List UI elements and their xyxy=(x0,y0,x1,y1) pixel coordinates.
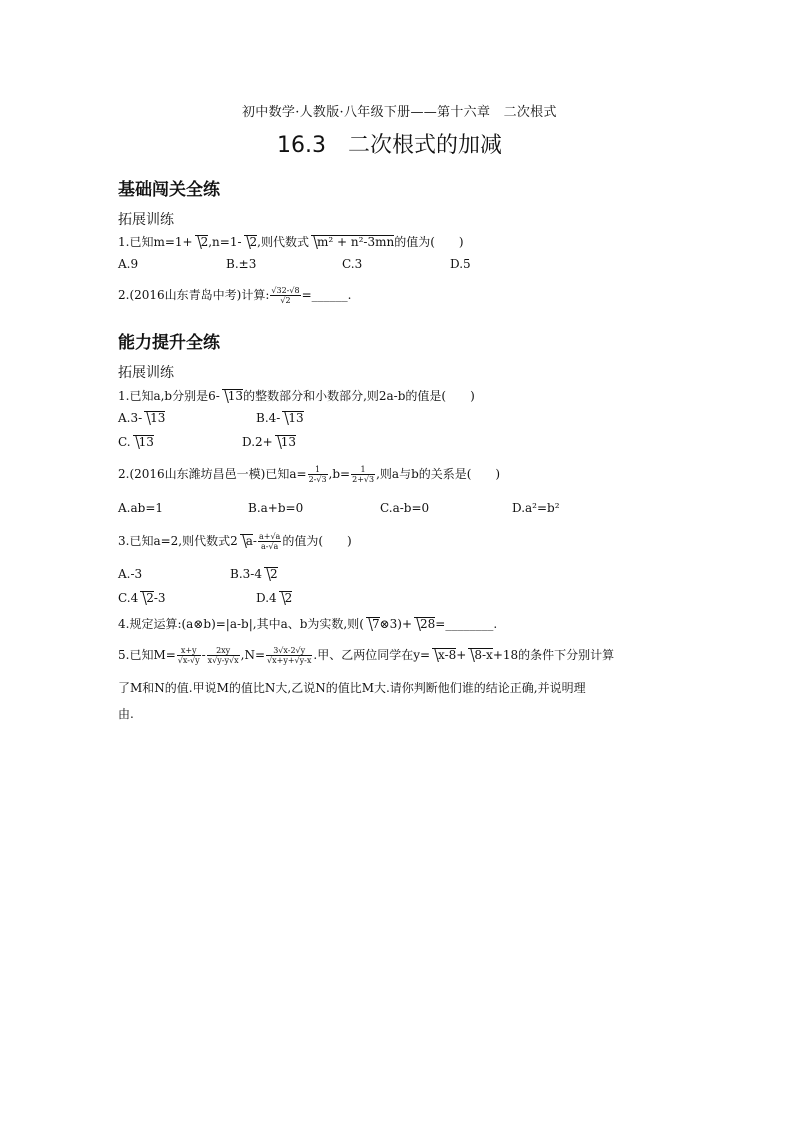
sqrt-expression: 7 xyxy=(366,617,380,631)
question-2-1: 1.已知a,b分别是6- 13的整数部分和小数部分,则2a-b的值是( ) xyxy=(118,389,475,403)
option-d: D.a²=b² xyxy=(512,501,560,515)
sqrt-expression: 13 xyxy=(275,435,296,449)
fraction: $\frac{3√x-2√y}{√x+y+√y-x}$ xyxy=(267,646,312,665)
sqrt-expression: 2 xyxy=(195,235,209,249)
section-title: 二次根式的加减 xyxy=(347,133,502,158)
option-a: A.ab=1 xyxy=(118,501,164,515)
sqrt-expression: 13 xyxy=(133,435,154,449)
fraction: $\frac{x+y}{√x-√y}$ xyxy=(177,646,200,665)
question-1-1: 1.已知m=1+ 2,n=1- 2,则代数式 m² + n²-3mn的值为( ) xyxy=(118,235,464,249)
option-c: C.a-b=0 xyxy=(380,501,430,515)
sqrt-expression: 2 xyxy=(264,567,278,581)
section-heading-advanced: 能力提升全练 xyxy=(118,333,220,353)
section-number: 16.3 xyxy=(277,133,326,158)
sqrt-expression: x-8 xyxy=(432,648,456,662)
option-c: C.3 xyxy=(342,257,363,271)
question-1-2: 2.(2016山东青岛中考)计算: $\frac{√32-√8}{√2}$ =______. xyxy=(118,286,352,305)
sqrt-expression: m² + n²-3mn xyxy=(311,235,394,249)
sqrt-expression: 2 xyxy=(140,591,154,605)
option-b: B.±3 xyxy=(226,257,257,271)
question-2-3: 3.已知a=2,则代数式2 a- $\frac{a+√a}{a-√a}$ 的值为( ) xyxy=(118,532,352,551)
question-2-5-line3: 由. xyxy=(118,707,134,721)
question-2-4: 4.规定运算:(a⊗b)=|a-b|,其中a、b为实数,则( 7⊗3)+ 28=________. xyxy=(118,617,498,631)
fraction: $\frac{1}{2-√3}$ xyxy=(308,465,327,484)
option-c: C. 13 xyxy=(118,435,154,449)
option-d: D.5 xyxy=(450,257,471,271)
subheading-extension: 拓展训练 xyxy=(118,365,174,381)
fraction: $\frac{√32-√8}{√2}$ xyxy=(271,286,300,305)
sqrt-expression: 13 xyxy=(282,411,303,425)
sqrt-expression: 2 xyxy=(244,235,258,249)
option-b: B.a+b=0 xyxy=(248,501,304,515)
question-2-5-line2: 了M和N的值.甲说M的值比N大,乙说N的值比M大.请你判断他们谁的结论正确,并说明理 xyxy=(118,681,586,695)
fraction: $\frac{2xy}{x√y-y√x}$ xyxy=(207,646,239,665)
sqrt-expression: 2 xyxy=(279,591,293,605)
sqrt-expression: 13 xyxy=(144,411,165,425)
sqrt-expression: 28 xyxy=(414,617,435,631)
question-2-5: 5.已知M= $\frac{x+y}{√x-√y}$ - $\frac{2xy}{x√y-y√x}$ ,N= $\frac{3√x-2√y}{√x+y+√y-x}$ .甲、乙两位同学在y= x-8+ 8-x+18的条件下分别计算 xyxy=(118,646,615,665)
option-c: C.4 2-3 xyxy=(118,591,166,605)
option-a: A.3- 13 xyxy=(118,411,166,425)
section-heading-basic: 基础闯关全练 xyxy=(118,180,220,200)
sqrt-expression: a xyxy=(240,534,253,548)
sqrt-expression: 13 xyxy=(222,389,243,403)
option-b: B.3-4 2 xyxy=(230,567,278,581)
page-title xyxy=(277,128,502,159)
option-b: B.4- 13 xyxy=(256,411,304,425)
question-2-2: 2.(2016山东潍坊昌邑一模)已知a= $\frac{1}{2-√3}$ ,b= $\frac{1}{2+√3}$ ,则a与b的关系是( ) xyxy=(118,465,501,484)
sqrt-expression: 8-x xyxy=(468,648,492,662)
fraction: $\frac{a+√a}{a-√a}$ xyxy=(258,532,281,551)
option-d: D.2+ 13 xyxy=(242,435,296,449)
option-a: A.-3 xyxy=(118,567,143,581)
fraction: $\frac{1}{2+√3}$ xyxy=(352,465,375,484)
subheading-extension: 拓展训练 xyxy=(118,212,174,228)
option-d: D.4 2 xyxy=(256,591,293,605)
option-a: A.9 xyxy=(118,257,139,271)
page-header: 初中数学·人教版·八年级下册——第十六章 二次根式 xyxy=(242,105,557,120)
